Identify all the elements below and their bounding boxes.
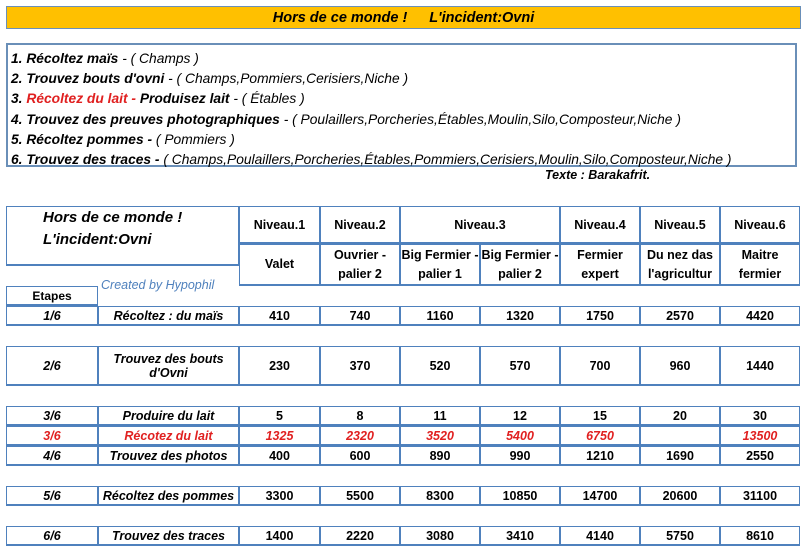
value-cell: 570 <box>480 346 560 386</box>
grade-header: Big Fermier - palier 2 <box>480 244 560 286</box>
banner-title: Hors de ce monde ! <box>272 9 408 26</box>
step-line: 1. Récoltez maïs - ( Champs ) <box>11 51 199 66</box>
grade-header: Du nez das l'agricultur <box>640 244 720 286</box>
grade-header: Fermier expert <box>560 244 640 286</box>
value-cell: 20600 <box>640 486 720 506</box>
level-header: Niveau.2 <box>320 206 400 244</box>
task-cell: Récoltez des pommes <box>98 486 239 506</box>
value-cell: 600 <box>320 446 400 466</box>
value-cell: 8300 <box>400 486 480 506</box>
task-cell: Produire du lait <box>98 406 239 426</box>
banner-subtitle: L'incident:Ovni <box>429 9 535 26</box>
value-cell: 2320 <box>320 426 400 446</box>
value-cell: 3300 <box>239 486 320 506</box>
value-cell: 1210 <box>560 446 640 466</box>
value-cell: 700 <box>560 346 640 386</box>
value-cell: 2550 <box>720 446 800 466</box>
value-cell: 400 <box>239 446 320 466</box>
value-cell: 6750 <box>560 426 640 446</box>
value-cell <box>640 426 720 446</box>
level-header: Niveau.3 <box>400 206 560 244</box>
value-cell: 1750 <box>560 306 640 326</box>
grade-header: Valet <box>239 244 320 286</box>
value-cell: 1160 <box>400 306 480 326</box>
value-cell: 2220 <box>320 526 400 546</box>
value-cell: 890 <box>400 446 480 466</box>
value-cell: 20 <box>640 406 720 426</box>
value-cell: 3410 <box>480 526 560 546</box>
value-cell: 230 <box>239 346 320 386</box>
value-cell: 990 <box>480 446 560 466</box>
table-title-line1: Hors de ce monde ! <box>43 209 183 226</box>
step-line: 6. Trouvez des traces - ( Champs,Poulaillers,Porcheries,Étables,Pommiers,Cerisiers,Moulin,Silo,Composteur,Niche ) <box>11 152 732 168</box>
value-cell: 13500 <box>720 426 800 446</box>
value-cell: 960 <box>640 346 720 386</box>
etape-cell: 4/6 <box>6 446 98 466</box>
value-cell: 10850 <box>480 486 560 506</box>
etape-cell: 1/6 <box>6 306 98 326</box>
table-title-line2: L'incident:Ovni <box>43 231 152 248</box>
step-line: 2. Trouvez bouts d'ovni - ( Champs,Pommiers,Cerisiers,Niche ) <box>11 71 409 87</box>
value-cell: 15 <box>560 406 640 426</box>
value-cell: 520 <box>400 346 480 386</box>
credit-text: Texte : Barakafrit. <box>545 168 651 182</box>
value-cell: 1690 <box>640 446 720 466</box>
value-cell: 14700 <box>560 486 640 506</box>
value-cell: 740 <box>320 306 400 326</box>
etape-cell: 2/6 <box>6 346 98 386</box>
level-header: Niveau.4 <box>560 206 640 244</box>
etape-cell: 3/6 <box>6 426 98 446</box>
value-cell: 410 <box>239 306 320 326</box>
value-cell: 1325 <box>239 426 320 446</box>
etape-cell: 3/6 <box>6 406 98 426</box>
value-cell: 5400 <box>480 426 560 446</box>
value-cell: 3080 <box>400 526 480 546</box>
grade-header: Big Fermier - palier 1 <box>400 244 480 286</box>
level-header: Niveau.6 <box>720 206 800 244</box>
value-cell: 4140 <box>560 526 640 546</box>
task-cell: Trouvez des traces <box>98 526 239 546</box>
value-cell: 5500 <box>320 486 400 506</box>
value-cell: 11 <box>400 406 480 426</box>
step-line: 5. Récoltez pommes - ( Pommiers ) <box>11 131 235 147</box>
grade-header: Maitre fermier <box>720 244 800 286</box>
value-cell: 31100 <box>720 486 800 506</box>
step-line: 4. Trouvez des preuves photographiques - ( Poulaillers,Porcheries,Étables,Moulin,Silo,Composteur,Niche ) <box>11 111 681 127</box>
value-cell: 5 <box>239 406 320 426</box>
etape-cell: 5/6 <box>6 486 98 506</box>
value-cell: 370 <box>320 346 400 386</box>
value-cell: 4420 <box>720 306 800 326</box>
task-cell: Récoltez : du maïs <box>98 306 239 326</box>
level-header: Niveau.5 <box>640 206 720 244</box>
etapes-header: Etapes <box>6 286 98 306</box>
value-cell: 8 <box>320 406 400 426</box>
grade-header: Ouvrier - palier 2 <box>320 244 400 286</box>
value-cell: 2570 <box>640 306 720 326</box>
value-cell: 1440 <box>720 346 800 386</box>
task-cell: Trouvez des bouts d'Ovni <box>98 346 239 386</box>
value-cell: 12 <box>480 406 560 426</box>
value-cell: 3520 <box>400 426 480 446</box>
level-header: Niveau.1 <box>239 206 320 244</box>
table-title <box>6 206 239 266</box>
value-cell: 1400 <box>239 526 320 546</box>
step-line: 3. Récoltez du lait - Produisez lait - ( Étables ) <box>11 91 305 107</box>
created-by: Created by Hypophil <box>101 278 215 292</box>
value-cell: 30 <box>720 406 800 426</box>
task-cell: Trouvez des photos <box>98 446 239 466</box>
task-cell: Récotez du lait <box>98 426 239 446</box>
value-cell: 5750 <box>640 526 720 546</box>
value-cell: 8610 <box>720 526 800 546</box>
value-cell: 1320 <box>480 306 560 326</box>
etape-cell: 6/6 <box>6 526 98 546</box>
